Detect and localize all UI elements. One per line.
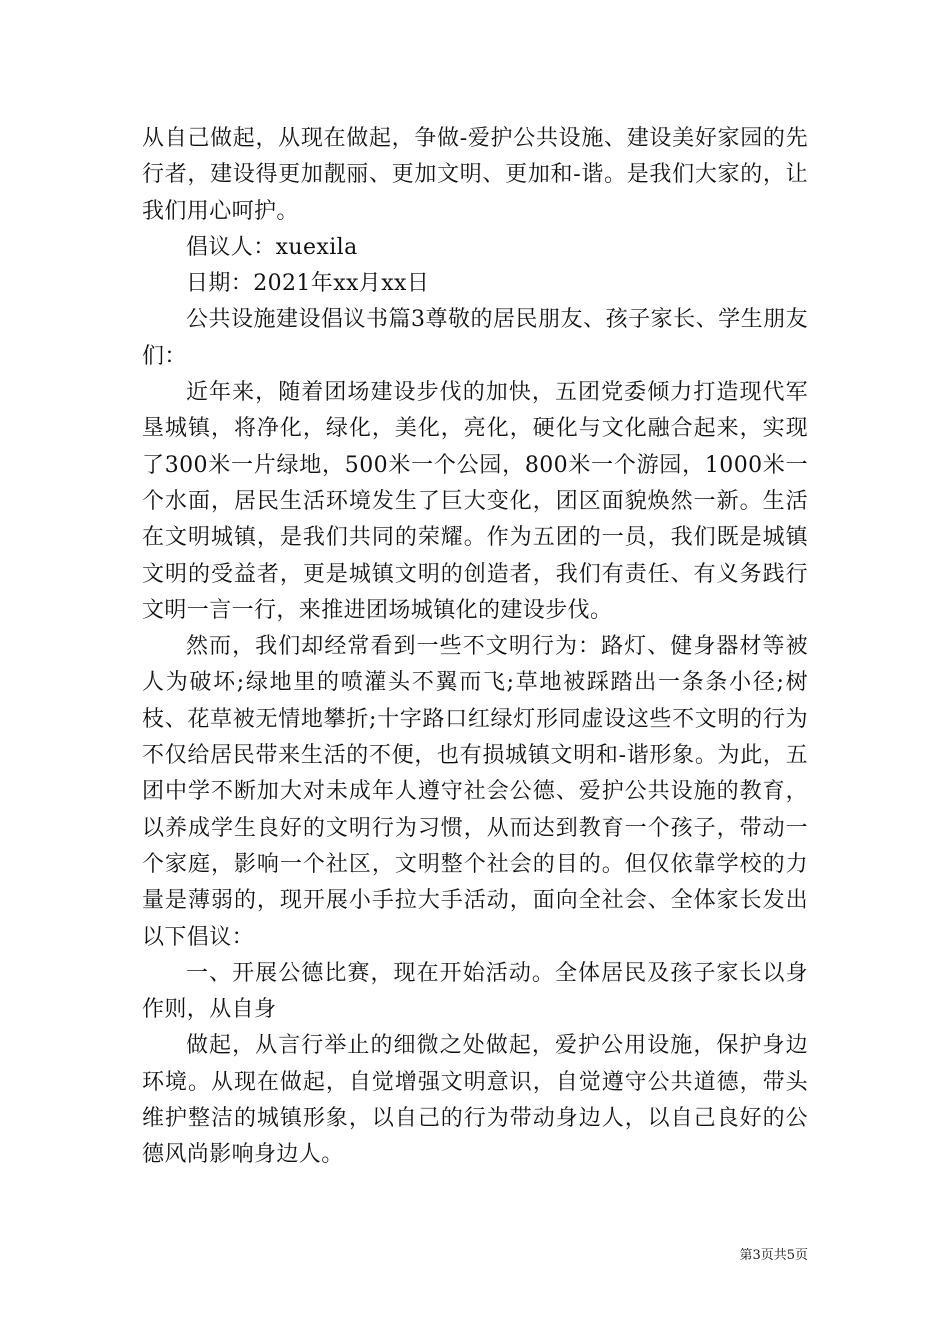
paragraph-proposal-heading: 公共设施建设倡议书篇3尊敬的居民朋友、孩子家长、学生朋友们：: [142, 307, 808, 369]
paragraph-proposal-one-continued: 做起，从言行举止的细微之处做起，爱护公用设施，保护身边环境。从现在做起，自觉增强文明意识，自觉遵守公共道德，带头维护整洁的城镇形象，以自己的行为带动身边人，以自己良好的公德风尚影响身边人。: [142, 1033, 808, 1168]
paragraph-date: 日期：2021年xx月xx日: [186, 271, 430, 297]
paragraph-signatory: 倡议人：xuexila: [186, 234, 358, 260]
paragraph-closing-call: 从自己做起，从现在做起，争做-爱护公共设施、建设美好家园的先行者，建设得更加靓丽、更加文明、更加和-谐。是我们大家的，让我们用心呵护。: [142, 126, 808, 224]
paragraph-problems: 然而，我们却经常看到一些不文明行为：路灯、健身器材等被人为破坏;绿地里的喷灌头不翼而飞;草地被踩踏出一条条小径;树枝、花草被无情地攀折;十字路口红绿灯形同虚设这些不文明的行为不仅给居民带来生活的不便，也有损城镇文明和-谐形象。为此，五团中学不断加大对未成年人遵守社会公德、爱护公共设施的教育，以养成学生良好的文明行为习惯，从而达到教育一个孩子，带动一个家庭，影响一个社区，文明整个社会的目的。但仅依靠学校的力量是薄弱的，现开展小手拉大手活动，面向全社会、全体家长发出以下倡议：: [142, 634, 808, 950]
paragraph-proposal-one: 一、开展公德比赛，现在开始活动。全体居民及孩子家长以身作则，从自身: [142, 960, 808, 1023]
page-number: 第3页共5页: [739, 1248, 808, 1263]
document-body: [142, 121, 808, 1174]
paragraph-background: 近年来，随着团场建设步伐的加快，五团党委倾力打造现代军垦城镇，将净化，绿化，美化，亮化，硬化与文化融合起来，实现了300米一片绿地，500米一个公园，800米一个游园，1000米一个水面，居民生活环境发生了巨大变化，团区面貌焕然一新。生活在文明城镇，是我们共同的荣耀。作为五团的一员，我们既是城镇文明的受益者，更是城镇文明的创造者，我们有责任、有义务践行文明一言一行，来推进团场城镇化的建设步伐。: [142, 380, 808, 623]
